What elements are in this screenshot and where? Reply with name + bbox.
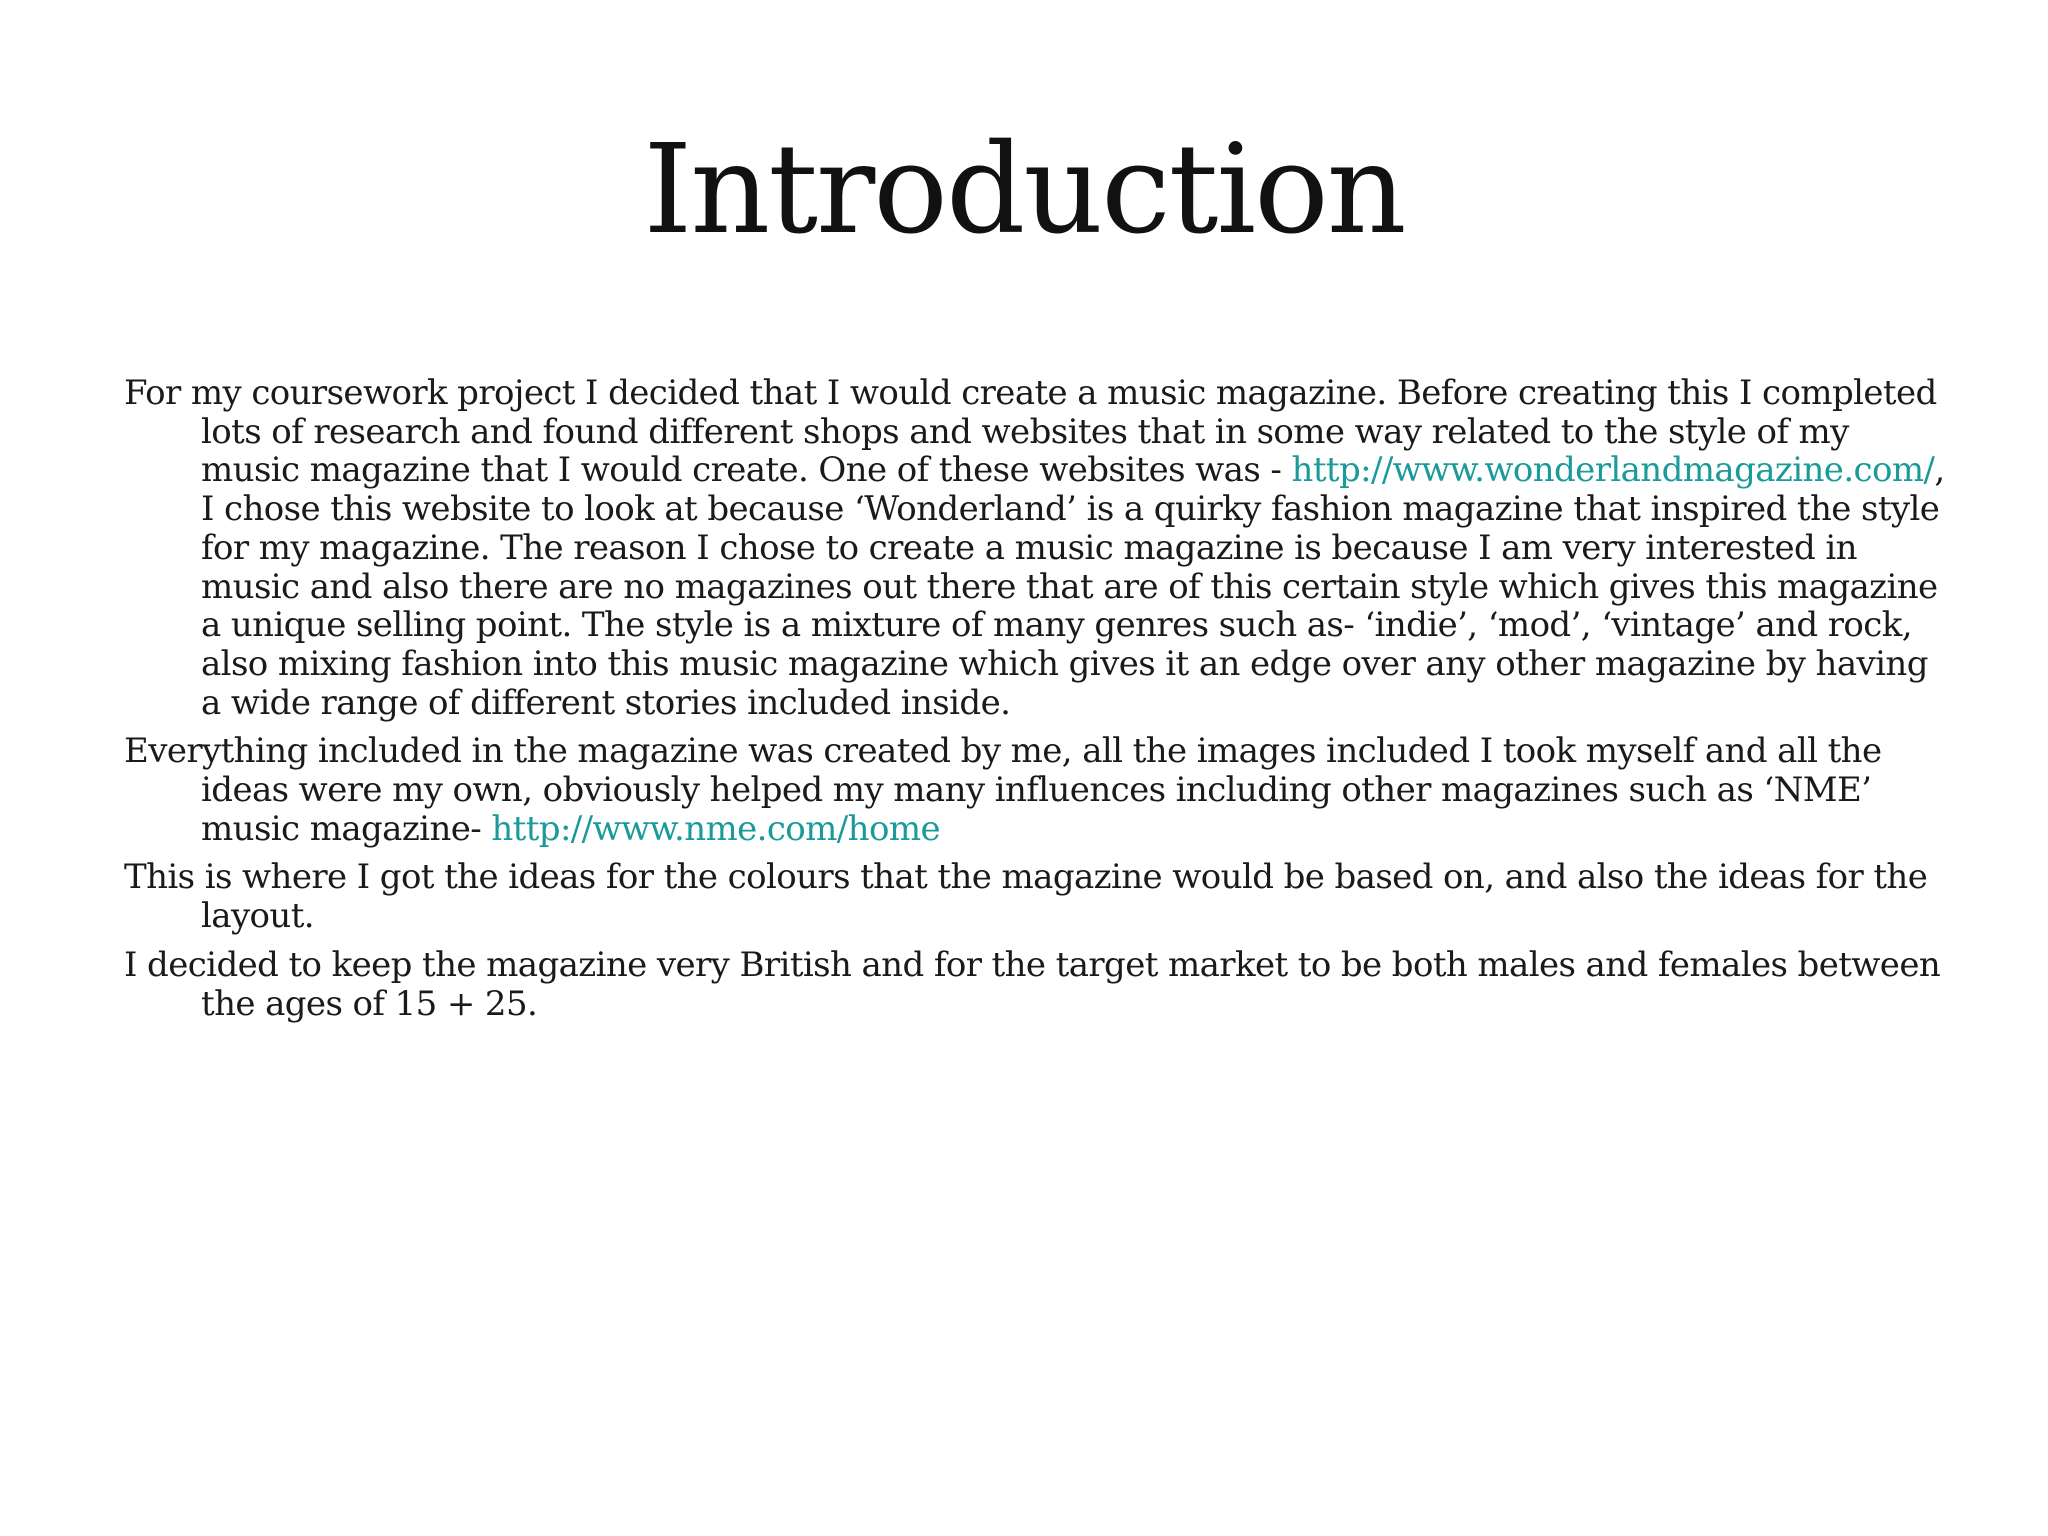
paragraph-influences bbox=[124, 732, 1954, 848]
slide-body bbox=[124, 374, 1954, 1033]
paragraph-intro bbox=[124, 374, 1954, 722]
paragraph-target-market: I decided to keep the magazine very British and for the target market to be both males and females between the ages of 15 + 25. bbox=[124, 944, 1941, 1024]
paragraph-intro-text-before: For my coursework project I decided that I would create a music magazine. Before creating this I completed lots of research and found different shops and websites that in some way related to the style of my music magazine that I would create. One of these websites was - bbox=[124, 373, 1937, 491]
nme-link[interactable]: http://www.nme.com/home bbox=[491, 808, 940, 849]
wonderland-magazine-link[interactable]: http://www.wonderlandmagazine.com/ bbox=[1291, 450, 1935, 491]
slide-title: Introduction bbox=[643, 118, 1405, 262]
paragraph-influences-text-before: Everything included in the magazine was created by me, all the images included I took myself and all the ideas were my own, obviously helped my many influences including other magazines such as ‘NME’ music magazine- bbox=[124, 731, 1882, 849]
paragraph-colours: This is where I got the ideas for the colours that the magazine would be based on, and also the ideas for the layout. bbox=[124, 857, 1928, 937]
paragraph-intro-text-after: , I chose this website to look at because ‘Wonderland’ is a quirky fashion magazine that inspired the style for my magazine. The reason I chose to create a music magazine is because I am very interested in music and also there are no magazines out there that are of this certain style which gives this magazine a unique selling point. The style is a mixture of many genres such as- ‘indie’, ‘mod’, ‘vintage’ and rock, also mixing fashion into this music magazine which gives it an edge over any other magazine by having a wide range of different stories included inside. bbox=[201, 450, 1945, 723]
